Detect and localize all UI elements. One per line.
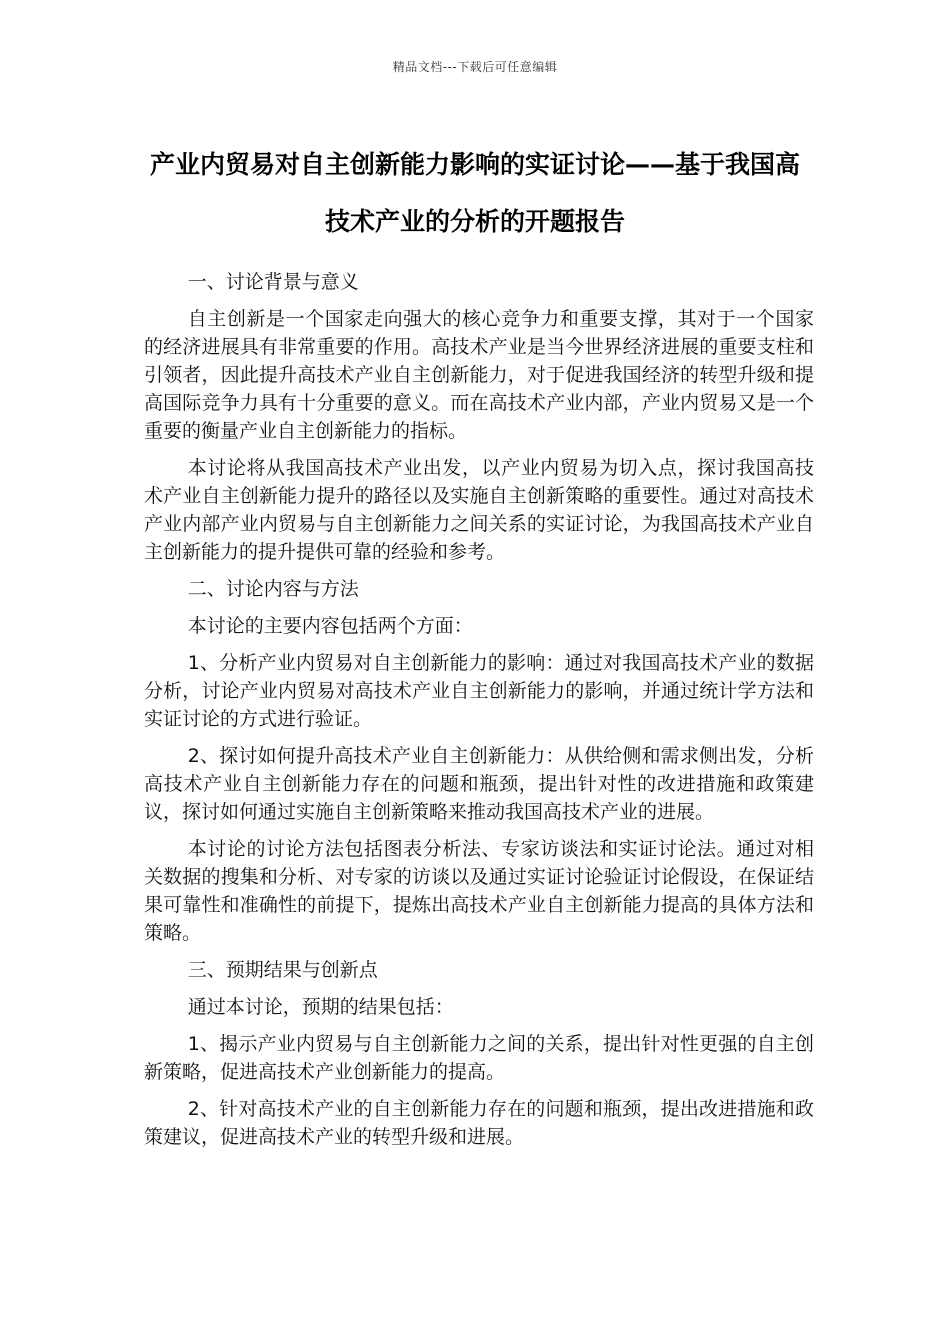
document-title: 产业内贸易对自主创新能力影响的实证讨论——基于我国高技术产业的分析的开题报告 xyxy=(149,150,800,236)
document-body xyxy=(144,268,814,1160)
paragraph-results-item-1: 1、揭示产业内贸易与自主创新能力之间的关系，提出针对性更强的自主创新策略，促进高技术产业创新能力的提高。 xyxy=(144,1033,814,1083)
section-heading-background: 一、讨论背景与意义 xyxy=(187,271,359,293)
paragraph-content-intro: 本讨论的主要内容包括两个方面： xyxy=(187,615,473,637)
paragraph-results-item-2: 2、针对高技术产业的自主创新能力存在的问题和瓶颈，提出改进措施和政策建议，促进高技术产业的转型升级和进展。 xyxy=(144,1098,814,1148)
section-heading-expected-results: 三、预期结果与创新点 xyxy=(187,959,378,981)
header-note: 精品文档---下载后可任意编辑 xyxy=(392,60,558,74)
paragraph-background-2: 本讨论将从我国高技术产业出发，以产业内贸易为切入点，探讨我国高技术产业自主创新能力提升的路径以及实施自主创新策略的重要性。通过对高技术产业内部产业内贸易与自主创新能力之间关系的实证讨论，为我国高技术产业自主创新能力的提升提供可靠的经验和参考。 xyxy=(144,457,814,563)
paragraph-results-intro: 通过本讨论，预期的结果包括： xyxy=(187,996,454,1018)
section-heading-content-methods: 二、讨论内容与方法 xyxy=(187,578,359,600)
paragraph-methods: 本讨论的讨论方法包括图表分析法、专家访谈法和实证讨论法。通过对相关数据的搜集和分析、对专家的访谈以及通过实证讨论验证讨论假设，在保证结果可靠性和准确性的前提下，提炼出高技术产业自主创新能力提高的具体方法和策略。 xyxy=(144,838,814,944)
paragraph-background-1: 自主创新是一个国家走向强大的核心竞争力和重要支撑，其对于一个国家的经济进展具有非常重要的作用。高技术产业是当今世界经济进展的重要支柱和引领者，因此提升高技术产业自主创新能力，对于促进我国经济的转型升级和提高国际竞争力具有十分重要的意义。而在高技术产业内部，产业内贸易又是一个重要的衡量产业自主创新能力的指标。 xyxy=(144,308,814,442)
paragraph-content-item-2: 2、探讨如何提升高技术产业自主创新能力：从供给侧和需求侧出发，分析高技术产业自主创新能力存在的问题和瓶颈，提出针对性的改进措施和政策建议，探讨如何通过实施自主创新策略来推动我国高技术产业的进展。 xyxy=(144,745,814,823)
paragraph-content-item-1: 1、分析产业内贸易对自主创新能力的影响：通过对我国高技术产业的数据分析，讨论产业内贸易对高技术产业自主创新能力的影响，并通过统计学方法和实证讨论的方式进行验证。 xyxy=(144,652,814,730)
